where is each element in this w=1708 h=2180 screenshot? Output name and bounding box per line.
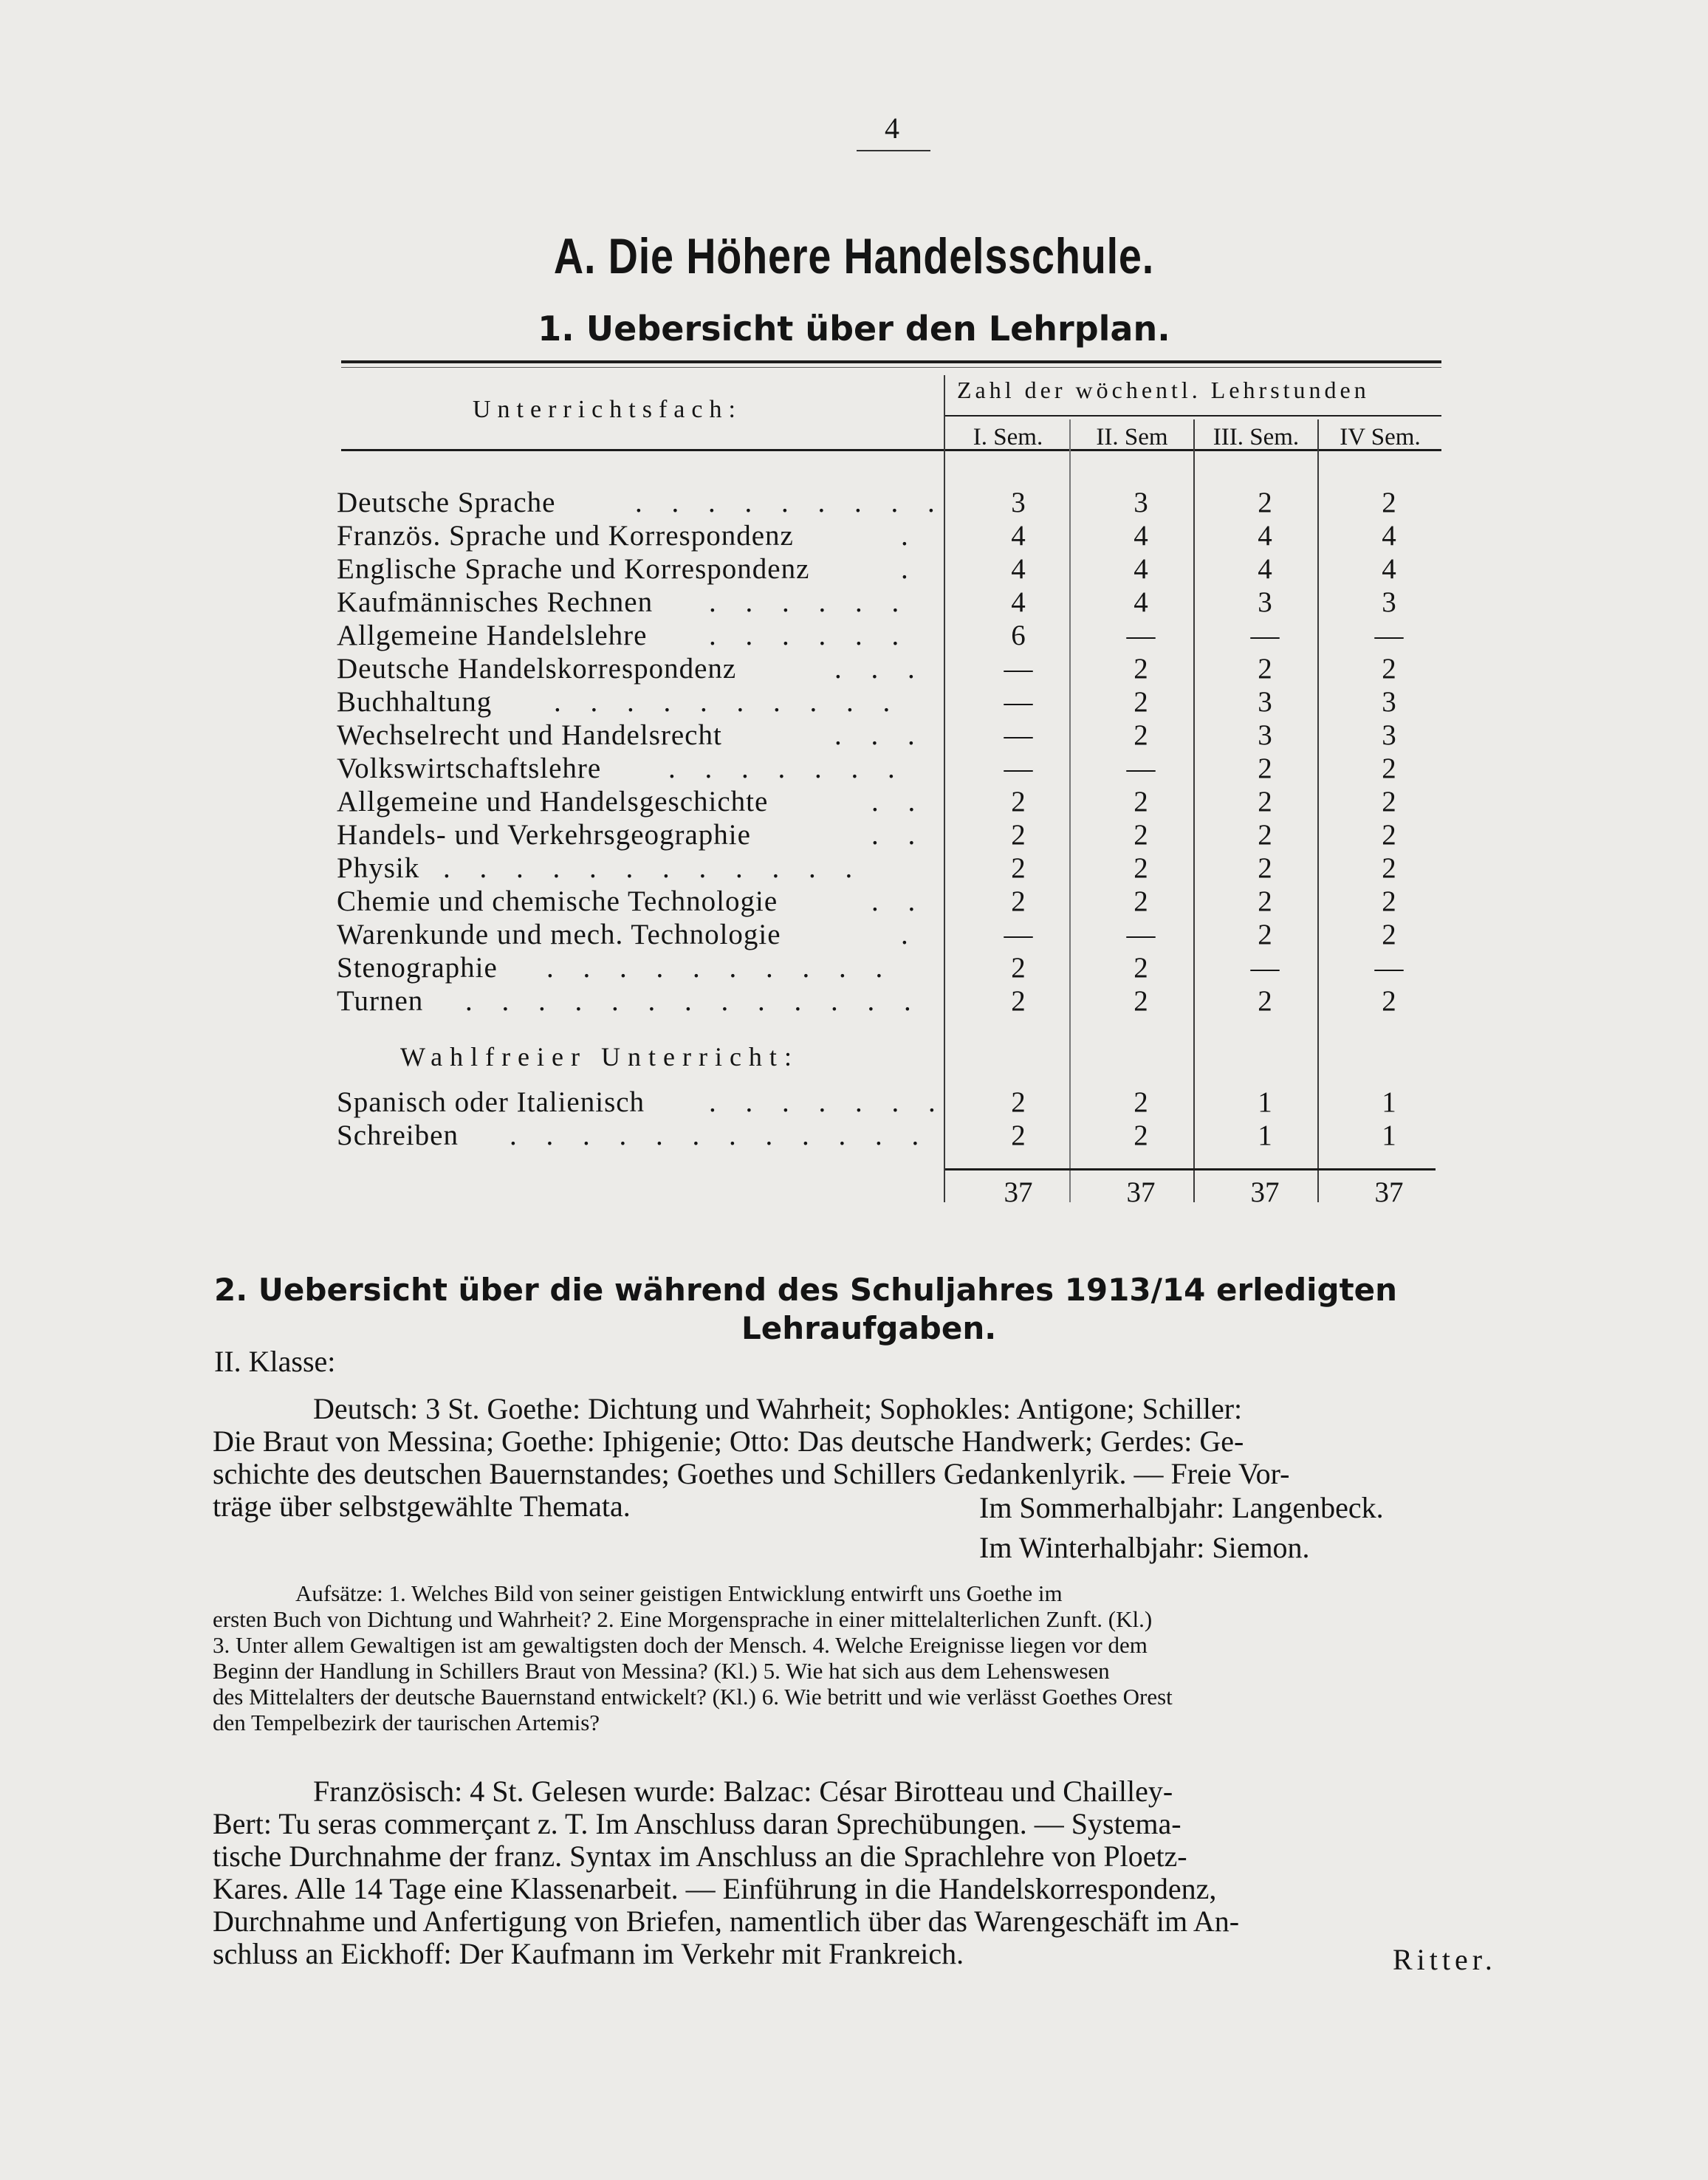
leader-dots: . . (871, 885, 927, 917)
teacher-summer: Im Sommerhalbjahr: Langenbeck. (979, 1491, 1384, 1524)
leader-dots: . . (871, 786, 927, 818)
hours-value: 2 (1133, 852, 1148, 884)
table-row (0, 486, 1708, 518)
subject-name: Volkswirtschaftslehre (337, 753, 602, 784)
section2-title: 2. Uebersicht über die während des Schuljahres 1913/14 erledigten (214, 1272, 1398, 1308)
hours-value: 2 (1011, 1086, 1026, 1118)
hours-column-header: Zahl der wöchentl. Lehrstunden (957, 377, 1370, 403)
table-row (0, 785, 1708, 818)
leader-dots: . . . . . . (709, 586, 910, 618)
section1-title: 1. Uebersicht über den Lehrplan. (538, 309, 1170, 349)
hours-value: 2 (1011, 985, 1026, 1017)
hours-value: 2 (1011, 1120, 1026, 1151)
hours-value: — (1004, 719, 1033, 751)
leader-dots: . . (871, 819, 927, 851)
subject-name: Kaufmännisches Rechnen (337, 586, 654, 618)
hours-value: 1 (1258, 1120, 1272, 1151)
hours-value: 2 (1382, 653, 1396, 685)
hours-value: 2 (1382, 487, 1396, 518)
hours-value: — (1004, 686, 1033, 718)
hours-value: — (1126, 620, 1156, 651)
subject-name: Schreiben (337, 1120, 459, 1151)
hours-value: 4 (1382, 520, 1396, 552)
hours-value: 2 (1258, 919, 1272, 950)
hours-value: 2 (1258, 653, 1272, 685)
hours-value: — (1004, 753, 1033, 784)
table-row (0, 552, 1708, 585)
hours-value: 3 (1382, 586, 1396, 618)
text-line: träge über selbstgewählte Themata. (213, 1490, 631, 1523)
table-row (0, 918, 1708, 950)
text-line: Die Braut von Messina; Goethe: Iphigenie; Otto: Das deutsche Handwerk; Gerdes: Ge- (213, 1425, 1244, 1458)
subject-name: Spanisch oder Italienisch (337, 1086, 645, 1118)
leader-dots: . . . . . . . . . (635, 487, 946, 518)
subject-name: Wechselrecht und Handelsrecht (337, 719, 722, 751)
total-value: 37 (1374, 1176, 1404, 1208)
page-number: 4 (885, 112, 899, 145)
table-row (0, 619, 1708, 651)
hours-value: 2 (1133, 686, 1148, 718)
leader-dots: . . . . . . (709, 620, 910, 651)
semester-header-2: II. Sem (1096, 424, 1168, 450)
hours-value: 1 (1382, 1120, 1396, 1151)
leader-dots: . . . . . . . . . . . . (510, 1120, 930, 1151)
subject-name: Handels- und Verkehrsgeographie (337, 819, 751, 851)
subject-name: Englische Sprache und Korrespondenz (337, 553, 810, 585)
hours-value: 4 (1133, 520, 1148, 552)
table-top-rule (341, 360, 1441, 363)
leader-dots: . . . (834, 719, 926, 751)
leader-dots: . (901, 919, 919, 950)
hours-value: — (1374, 952, 1404, 984)
hours-value: 2 (1133, 952, 1148, 984)
text-line: Deutsch: 3 St. Goethe: Dichtung und Wahrheit; Sophokles: Antigone; Schiller: (313, 1392, 1243, 1425)
hours-value: 2 (1258, 852, 1272, 884)
semester-header-1: I. Sem. (973, 424, 1043, 450)
leader-dots: . . . . . . . (668, 753, 906, 784)
subject-name: Deutsche Sprache (337, 487, 556, 518)
hours-value: 3 (1382, 719, 1396, 751)
hours-value: 4 (1258, 553, 1272, 585)
hours-value: 2 (1382, 753, 1396, 784)
hours-value: 2 (1382, 786, 1396, 818)
hours-value: 2 (1133, 1086, 1148, 1118)
total-rule (945, 1168, 1436, 1170)
hours-value: 2 (1258, 487, 1272, 518)
hours-value: 2 (1133, 1120, 1148, 1151)
hours-value: — (1374, 620, 1404, 651)
hours-value: — (1250, 620, 1280, 651)
table-row (0, 851, 1708, 884)
hours-value: 3 (1133, 487, 1148, 518)
hours-value: 4 (1382, 553, 1396, 585)
text-line: schluss an Eickhoff: Der Kaufmann im Verkehr mit Frankreich. (213, 1937, 964, 1970)
hours-value: 1 (1258, 1086, 1272, 1118)
text-line: ersten Buch von Dichtung und Wahrheit? 2. Eine Morgensprache in einer mittelalterlichen Zunft. (Kl.) (213, 1606, 1153, 1632)
aufsaetze-paragraph (213, 1580, 1549, 1735)
leader-dots: . . . . . . . . . . . . (443, 852, 864, 884)
hours-value: 2 (1382, 919, 1396, 950)
hours-value: 2 (1258, 985, 1272, 1017)
hours-value: 2 (1258, 786, 1272, 818)
text-line: Beginn der Handlung in Schillers Braut von Messina? (Kl.) 5. Wie hat sich aus dem Lehenswesen (213, 1658, 1110, 1684)
table-row (0, 818, 1708, 851)
text-line: Bert: Tu seras commerçant z. T. Im Anschluss daran Sprechübungen. — Systema- (213, 1807, 1181, 1840)
franzoesisch-paragraph (213, 1775, 1549, 1970)
hours-header-rule (945, 415, 1441, 417)
table-row (0, 685, 1708, 718)
hours-value: 4 (1258, 520, 1272, 552)
hours-value: 2 (1133, 985, 1148, 1017)
hours-value: 2 (1133, 819, 1148, 851)
total-value: 37 (1250, 1176, 1280, 1208)
section2-title-continued: Lehraufgaben. (741, 1310, 997, 1346)
text-line: Französisch: 4 St. Gelesen wurde: Balzac: César Birotteau und Chailley- (313, 1775, 1173, 1808)
table-row (0, 1119, 1708, 1151)
hours-value: — (1250, 952, 1280, 984)
leader-dots: . (901, 553, 919, 585)
hours-value: 2 (1133, 885, 1148, 917)
text-line: Aufsätze: 1. Welches Bild von seiner geistigen Entwicklung entwirft uns Goethe im (295, 1580, 1063, 1606)
table-row (0, 719, 1708, 751)
hours-value: 2 (1011, 786, 1026, 818)
subject-name: Buchhaltung (337, 686, 493, 718)
total-value: 37 (1004, 1176, 1033, 1208)
text-line: Durchnahme und Anfertigung von Briefen, namentlich über das Warengeschäft im An- (213, 1905, 1240, 1938)
table-top-rule-thin (341, 367, 1441, 368)
hours-value: — (1004, 919, 1033, 950)
hours-value: 2 (1382, 885, 1396, 917)
hours-value: 4 (1133, 553, 1148, 585)
hours-value: 4 (1011, 520, 1026, 552)
subject-name: Stenographie (337, 952, 498, 984)
leader-dots: . . . . . . . . . . (554, 686, 902, 718)
semester-header-4: IV Sem. (1340, 424, 1421, 450)
hours-value: 2 (1133, 786, 1148, 818)
subject-name: Turnen (337, 985, 424, 1017)
hours-value: 3 (1258, 686, 1272, 718)
hours-value: 3 (1382, 686, 1396, 718)
optional-subjects-header: Wahlfreier Unterricht: (400, 1042, 799, 1072)
hours-value: 4 (1011, 553, 1026, 585)
hours-value: 2 (1258, 753, 1272, 784)
subject-name: Allgemeine Handelslehre (337, 620, 648, 651)
table-row (0, 586, 1708, 618)
subject-column-header: Unterrichtsfach: (473, 396, 742, 423)
subject-name: Warenkunde und mech. Technologie (337, 919, 781, 950)
text-line: schichte des deutschen Bauernstandes; Goethes und Schillers Gedankenlyrik. — Freie Vor- (213, 1457, 1290, 1490)
hours-value: 4 (1133, 586, 1148, 618)
text-line: Kares. Alle 14 Tage eine Klassenarbeit. — Einführung in die Handelskorrespondenz, (213, 1872, 1217, 1905)
hours-value: 3 (1258, 719, 1272, 751)
subject-name: Physik (337, 852, 420, 884)
subject-name: Allgemeine und Handelsgeschichte (337, 786, 769, 818)
leader-dots: . . . . . . . . . . . . . (465, 985, 922, 1017)
leader-dots: . . . . . . . (709, 1086, 947, 1118)
table-row (0, 885, 1708, 917)
total-value: 37 (1126, 1176, 1156, 1208)
text-line: des Mittelalters der deutsche Bauernstand entwickelt? (Kl.) 6. Wie betritt und wie verlässt Goethes Orest (213, 1684, 1173, 1710)
text-line: den Tempelbezirk der taurischen Artemis? (213, 1710, 600, 1735)
hours-value: 2 (1011, 952, 1026, 984)
hours-value: — (1126, 753, 1156, 784)
hours-value: 2 (1133, 653, 1148, 685)
hours-value: 2 (1011, 819, 1026, 851)
text-line: 3. Unter allem Gewaltigen ist am gewaltigsten doch der Mensch. 4. Welche Ereignisse liegen vor dem (213, 1632, 1148, 1658)
hours-value: 2 (1382, 985, 1396, 1017)
subject-name: Französ. Sprache und Korrespondenz (337, 520, 794, 552)
table-row (0, 519, 1708, 552)
teacher-franzoesisch: Ritter. (1393, 1943, 1497, 1976)
hours-value: 2 (1133, 719, 1148, 751)
hours-value: 2 (1011, 852, 1026, 884)
class-label: II. Klasse: (214, 1345, 336, 1378)
hours-value: 2 (1382, 819, 1396, 851)
hours-value: — (1004, 653, 1033, 685)
semester-header-3: III. Sem. (1213, 424, 1300, 450)
text-line: tische Durchnahme der franz. Syntax im Anschluss an die Sprachlehre von Ploetz- (213, 1840, 1187, 1873)
hours-value: 1 (1382, 1086, 1396, 1118)
hours-value: 6 (1011, 620, 1026, 651)
subject-name: Deutsche Handelskorrespondenz (337, 653, 737, 685)
hours-value: 2 (1382, 852, 1396, 884)
table-row (0, 951, 1708, 984)
hours-value: — (1126, 919, 1156, 950)
hours-value: 2 (1258, 819, 1272, 851)
leader-dots: . (901, 520, 919, 552)
hours-value: 2 (1011, 885, 1026, 917)
hours-value: 4 (1011, 586, 1026, 618)
page-title: A. Die Höhere Handelsschule. (553, 228, 1155, 284)
hours-value: 3 (1258, 586, 1272, 618)
table-row (0, 752, 1708, 784)
subject-name: Chemie und chemische Technologie (337, 885, 778, 917)
hours-value: 2 (1258, 885, 1272, 917)
hours-value: 3 (1011, 487, 1026, 518)
table-row (0, 1086, 1708, 1118)
leader-dots: . . . . . . . . . . (546, 952, 894, 984)
table-row (0, 652, 1708, 685)
teacher-winter: Im Winterhalbjahr: Siemon. (979, 1531, 1310, 1564)
leader-dots: . . . (834, 653, 926, 685)
page-number-rule (857, 150, 930, 151)
table-row (0, 984, 1708, 1017)
